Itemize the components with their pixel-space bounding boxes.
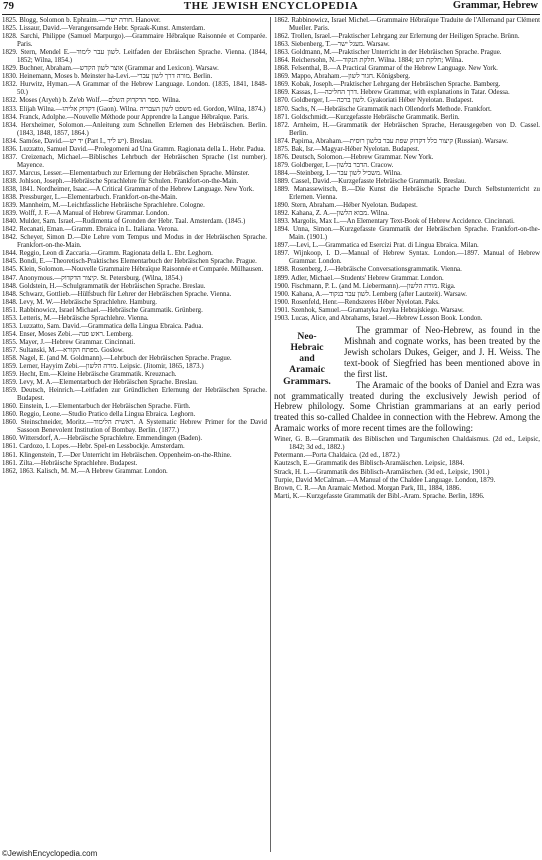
aramaic-bibliography <box>274 436 540 500</box>
side-heading-line: Grammars. <box>283 375 331 387</box>
bibliography-entry: 1834. Samóse, David.—יד יש (Part I., יש ליד). Breslau. <box>2 137 153 145</box>
bibliography-entry: 1845. Bondi, E.—Theoretisch-Praktisches Elementarbuch der Hebräischen Sprache. Prague. <box>2 258 257 266</box>
bibliography-entry: 1860. Wittersdorf, A.—Hebräische Sprachlehre. Emmendingen (Baden). <box>2 435 203 443</box>
bibliography-entry: 1892. Kahana, Z. A.—מבוא הלשון. Wilna. <box>274 210 389 218</box>
bibliography-entry: 1848. Goldstein, H.—Schulgrammatik der Hebräischen Sprache. Breslau. <box>2 282 206 290</box>
bibliography-entry: 1859. Deutsch, Heinrich.—Leitfaden zur Gründlichen Erlernung der Hebräischen Sprache. Budapest. <box>2 387 267 403</box>
bibliography-entry: 1842. Scheyer, Simon D.—Die Lehre vom Tempus und Modus in der Hebräischen Sprache. Frankfort-on-the-Main. <box>2 234 267 250</box>
bibliography-entry: 1839. Mannheim, M.—Leichtfassliche Hebräische Sprachlehre. Cologne. <box>2 202 205 210</box>
bibliography-entry: 1842. Recanati, Eman.—Gramm. Ebraica in L. Italiana. Verona. <box>2 226 179 234</box>
bibliography-entry: 1858. Nagel, E. (and M. Goldmann).—Lehrbuch der Hebräischen Sprache. Prague. <box>2 354 232 362</box>
bibliography-entry: 1868. Felsenthal, B.—A Practical Grammar of the Hebrew Language. New York. <box>274 65 498 73</box>
bibliography-entry: 1874. Papirna, Abraham.—קיצור כלל דקדוק שפת עבר בלשון רוסית (Russian). Warsaw. <box>274 137 508 145</box>
bibliography-entry: 1828. Sarchi, Philippe (Samuel Marpurgo).—Grammaire Hébraïque Raisonnée et Comparée. Paris. <box>2 33 267 49</box>
bibliography-entry: 1869. Mappo, Abraham.—חגור לשון. Königsberg. <box>274 73 411 81</box>
bibliography-entry: 1870. Goldberger, I.—לשון ברכה. Gyakoriati Héber Nyelotan. Budapest. <box>274 97 474 105</box>
bibliography-entry: 1859. Lerner, Hayyim Zebi.—מורה הלשון. Leipsic. (Jitomir, 1865, 1873.) <box>2 363 204 371</box>
bibliography-entry: 1900. Rosenfeld, Henr.—Rendszeres Héber Nyelotan. Paks. <box>274 298 440 306</box>
bibliography-entry: 1834. Herxheimer, Solomon.—Anleitung zum Schnellen Erlernen des Hebräischen. Berlin. (1843, 1848, 1857, 1864.) <box>2 121 267 137</box>
copyright-footer: ©JewishEncyclopedia.com <box>2 849 98 858</box>
bibliography-entry: 1838, 1841. Nordheimer, Isaac.—A Critical Grammar of the Hebrew Language. New York. <box>2 185 254 193</box>
bibliography-entry: 1864. Reichersohn, N.—חלקת הנקוד. Wilna. 1884; חלקת הש; Wilna. <box>274 57 464 65</box>
bibliography-entry: 1837. Creizenach, Michael.—Biblisches Lehrbuch der Hebräischen Sprache (1st number). Mayence. <box>2 153 267 169</box>
bibliography-entry: 1834. Franck, Adolphe.—Nouvelle Méthode pour Apprendre la Langue Hébraïque. Paris. <box>2 113 249 121</box>
bibliography-entry: Marti, K.—Kurzgefasste Grammatik der Bibl.-Aram. Sprache. Berlin, 1896. <box>274 492 485 500</box>
bibliography-entry: 1838. Johlson, Joseph.—Hebräische Sprachlehre für Schulen. Frankfort-on-the-Main. <box>2 177 239 185</box>
bibliography-entry: 1876. Deutsch, Solomon.—Hebrew Grammar. New York. <box>274 153 434 161</box>
bibliography-entry: 1838. Pressburger, L.—Elementarbuch. Frankfort-on-the-Main. <box>2 194 178 202</box>
bibliography-entry: 1900. Kahana, A.—לשון עבר בנקוד. Lemberg (after Lautzeit). Warsaw. <box>274 290 467 298</box>
bibliography-entry: 1869. Kobak, Joseph.—Praktischer Lehrgang der Hebräischen Sprache. Bamberg. <box>274 81 501 89</box>
bibliography-entry: Turpie, David McCalman.—A Manual of the Chaldee Language. London, 1879. <box>274 476 496 484</box>
bibliography-entry: 1875. Bak, Isr.—Magyar-Héber Nyelotan. Budapest. <box>274 145 420 153</box>
article-title: Grammar, Hebrew <box>452 0 538 11</box>
bibliography-entry: 1897.—Levi, L.—Grammatica ed Esercizi Prat. di Lingua Ebraica. Milan. <box>274 242 479 250</box>
bibliography-entry: 1863. Siebenberg, T.—מעגל ישר. Warsaw. <box>274 41 390 49</box>
bibliography-entry: 1845. Klein, Solomon.—Nouvelle Grammaire Hébraïque Raisonnée et Comparée. Mülhausen. <box>2 266 264 274</box>
bibliography-entry: 1897. Wijnkoop, I. D.—Manual of Hebrew Syntax. London.—1897. Manual of Hebrew Grammar. London. <box>274 250 540 266</box>
right-bibliography <box>274 17 540 323</box>
bibliography-entry: 1862, 1863. Kalisch, M. M.—A Hebrew Grammar. London. <box>2 467 168 475</box>
bibliography-entry: 1829. Stern, Mendel E.—לשון עבר לימוד. Leitfaden der Ebräischen Sprache. Vienna. (1844, 1852; Wilna, 1854.) <box>2 49 267 65</box>
bibliography-entry: 1839. Wolff, J. F.—A Manual of Hebrew Grammar. London. <box>2 210 170 218</box>
bibliography-entry: 1840. Mulder, Sam. Israel.—Rudimenta of Gronden der Hebr. Taal. Amsterdam. (1845.) <box>2 218 246 226</box>
bibliography-entry: 1830. Heinemann, Moses b. Meinster ha-Levi.—מורה דרך לשון עברי. Berlin. <box>2 73 213 81</box>
bibliography-entry: 1903. Lucas, Alice, and Abrahams, Israel.—Hebrew Lesson Book. London. <box>274 314 483 322</box>
bibliography-entry: 1900. Fischmann, P. L. (and M. Liebermann).—מורה הלשון. Riga. <box>274 282 456 290</box>
bibliography-entry: 1862. Rabbinowicz, Israel Michel.—Grammaire Hébraïque Traduite de l'Allemand par Clément Mueller. Paris. <box>274 17 540 33</box>
bibliography-entry: 1869. Kassas, I.—דרך החליכה. Hebrew Grammar, with explanations in Tatar. Odessa. <box>274 89 510 97</box>
bibliography-entry: 1901. Szenhok, Samuel.—Gramatyka Jezyka Hebrajskiego. Warsaw. <box>274 306 464 314</box>
neo-hebrew-paragraph: The grammar of Neo-Hebrew, as found in the Mishnah and cognate works, has been treated by the Jewish scholars Dukes, Geiger, and J. H. Weiss. The text-book of Siegfried has been mentioned above in the first list. <box>344 324 540 379</box>
bibliography-entry: Winer, G. B.—Grammatik des Biblischen und Targumischen Chaldaismus. (2d ed., Leipsic, 1842; 3d ed., 1882.) <box>274 436 540 452</box>
aramaic-paragraph: The Aramaic of the books of Daniel and Ezra was not grammatically treated during the exclusively Jewish period of Hebrew philology. Some Christian grammarians at an early period treated this so-called Chaldee in connection with the Hebrew. Among the Aramaic works of more recent times are the following: <box>274 379 540 434</box>
bibliography-entry: 1860. Einstein, L.—Elementarbuch der Hebräischen Sprache. Fürth. <box>2 403 191 411</box>
bibliography-entry: Petermann.—Porta Chaldaica. (2d ed., 1872.) <box>274 452 400 460</box>
bibliography-entry: 1855. Mayer, J.—Hebrew Grammar. Cincinnati. <box>2 338 136 346</box>
bibliography-entry: 1861. Zilta.—Hebräische Sprachlehre. Budapest. <box>2 459 138 467</box>
page-header <box>0 0 542 14</box>
bibliography-entry: 1848. Levy, M. W.—Hebräische Sprachlehre. Hamburg. <box>2 298 158 306</box>
bibliography-entry: 1833. Elijah Wilna.—דקדוק אליהו (Gaon). Wilna. משפט לשון העבריה ed. Gordon, Wilna, 1874.) <box>2 105 266 113</box>
bibliography-entry: 1854. Enser, Moses Zebi.—ראש פנה. Lemberg. <box>2 330 133 338</box>
bibliography-entry: 1837. Marcus, Lesser.—Elementarbuch zur Erlernung der Hebräischen Sprache. Münster. <box>2 169 250 177</box>
bibliography-entry: 1889. Cassel, David.—Kurzgefasste Hebräische Grammatik. Breslau. <box>274 177 467 185</box>
bibliography-entry: 1861. Cardozo, I. Lopes.—Hebr. Spel-en Lessbockje. Amsterdam. <box>2 443 185 451</box>
bibliography-entry: 1894. Unna, Simon.—Kurzgefasste Grammatik der Hebräischen Sprache. Frankfort-on-the-Main. (1901.) <box>274 226 540 242</box>
bibliography-entry: 1862. Trollen, Israel.—Praktischer Lehrgang zur Erlernung der Heiligen Sprache. Brünn. <box>274 33 520 41</box>
bibliography-entry: 1859. Levy, M. A.—Elementarbuch der Hebräischen Sprache. Breslau. <box>2 379 198 387</box>
bibliography-entry: 1870. Sachs, N.—Hebräische Grammatik nach Ollendorfs Methode. Frankfort. <box>274 105 492 113</box>
bibliography-entry: 1863. Goldmann, M.—Praktischer Unterricht in der Hebräischen Sprache. Prague. <box>274 49 502 57</box>
bibliography-entry: 1848. Schwarz, Gottlieb.—Hülfsbuch für Lehrer der Hebräischen Sprache. Vienna. <box>2 290 232 298</box>
bibliography-entry: 1860. Steinschneider, Moritz.—ראשית הלימוד. A Systematic Hebrew Primer for the David Sassoon Benevolent Institution of Bombay. Berlin. (1877.) <box>2 419 267 435</box>
bibliography-entry: Brown, C. R.—An Aramaic Method. Morgan Park, Ill., 1884, 1886. <box>274 484 462 492</box>
bibliography-entry: 1847. Anonymous.—קיצור הדקדוק. St. Petersburg. (Wilna, 1854.) <box>2 274 183 282</box>
bibliography-entry: 1889. Manassewitsch, B.—Die Kunst die Hebräische Sprache Durch Selbstunterricht zu Erlernen. Vienna. <box>274 185 540 202</box>
bibliography-entry: 1832. Moses (Aryeh) b. Ze'eb Wolf.—ספר הדקדוק השלם. Wilna. <box>2 97 181 105</box>
running-title: THE JEWISH ENCYCLOPEDIA <box>183 0 359 12</box>
column-divider <box>270 17 271 852</box>
bibliography-entry: 1825. Blogg, Solomon b. Ephraim.—חורה ישרי. Hanover. <box>2 17 161 24</box>
bibliography-entry: Strack, H. L.—Grammatik des Biblisch-Aramäischen. (3d ed., Leipsic, 1901.) <box>274 468 490 476</box>
bibliography-entry: 1853. Luzzatto, Sam. David.—Grammatica della Lingua Ebraica. Padua. <box>2 322 204 330</box>
bibliography-entry: 1884.—Steinberg, I.—משכיל לשון עבר. Wilna. <box>274 169 402 177</box>
bibliography-entry: 1861. Klingenstein, T.—Der Unterricht im Hebräischen. Oppenheim-on-the-Rhine. <box>2 451 232 459</box>
side-heading-line: Neo- <box>297 330 317 342</box>
bibliography-entry: 1899. Adler, Michael.—Students' Hebrew Grammar. London. <box>274 274 444 282</box>
bibliography-entry: 1853. Letteris, M.—Hebräische Sprachlehre. Vienna. <box>2 314 149 322</box>
side-heading-line: and <box>299 353 315 365</box>
side-heading-line: Aramaic <box>289 364 325 376</box>
bibliography-entry: 1844. Reggio, Leon di Zaccaria.—Gramm. Ragionata della L. Ebr. Leghorn. <box>2 250 213 258</box>
bibliography-entry: 1859. Hecht, Em.—Kleine Hebräische Grammatik. Kreuznach. <box>2 371 177 379</box>
side-heading-line: Hebraic <box>290 341 324 353</box>
bibliography-entry: 1836. Luzzatto, Samuel David.—Prolegomeni ad Una Gramm. Ragionata della L. Hebr. Padua. <box>2 145 266 153</box>
header-rule <box>2 14 540 15</box>
bibliography-entry: 1825. Lissaur, David.—Verangensamde Hebr. Spraak-Kunst. Amsterdam. <box>2 25 206 33</box>
bibliography-entry: 1879. Goldberger, I.—הדבר בלשון. Cracow. <box>274 161 394 169</box>
bibliography-entry: 1872. Arnheim, H.—Grammatik der Hebräischen Sprache, Herausgegeben von D. Cassel. Berlin. <box>274 121 540 137</box>
bibliography-entry: 1857. Sultanski, M.—מפתח הקורא. Goslow. <box>2 346 124 354</box>
bibliography-entry: 1871. Goldschmidt.—Kurzgefasste Hebräische Grammatik. Berlin. <box>274 113 460 121</box>
right-column <box>274 17 540 501</box>
bibliography-entry: 1829. Buchner, Abraham.—אוצר לשון הקדש (Grammar and Lexicon). Warsaw. <box>2 65 219 73</box>
bibliography-entry: 1898. Rosenberg, J.—Hebräische Conversationsgrammatik. Vienna. <box>274 266 462 274</box>
bibliography-entry: 1851. Rabbinowicz, Israel Michael.—Hebräische Grammatik. Grünberg. <box>2 306 203 314</box>
side-heading <box>274 331 340 387</box>
left-column <box>2 17 267 476</box>
bibliography-entry: 1860. Reggio, Leone.—Studio Pratico della Lingua Ebraica. Leghorn. <box>2 411 196 419</box>
bibliography-entry: 1890. Stern, Abraham.—Héber Nyelotan. Budapest. <box>274 202 418 210</box>
bibliography-entry: 1832. Hurwitz, Hyman.—A Grammar of the Hebrew Language. London. (1835, 1841, 1848-50.) <box>2 81 267 97</box>
bibliography-entry: Kautzsch, E.—Grammatik des Biblisch-Aramäischen. Leipsic, 1884. <box>274 460 465 468</box>
page-number: 79 <box>3 0 14 12</box>
bibliography-entry: 1893. Margolis, Max L.—An Elementary Text-Book of Hebrew Accidence. Cincinnati. <box>274 218 515 226</box>
